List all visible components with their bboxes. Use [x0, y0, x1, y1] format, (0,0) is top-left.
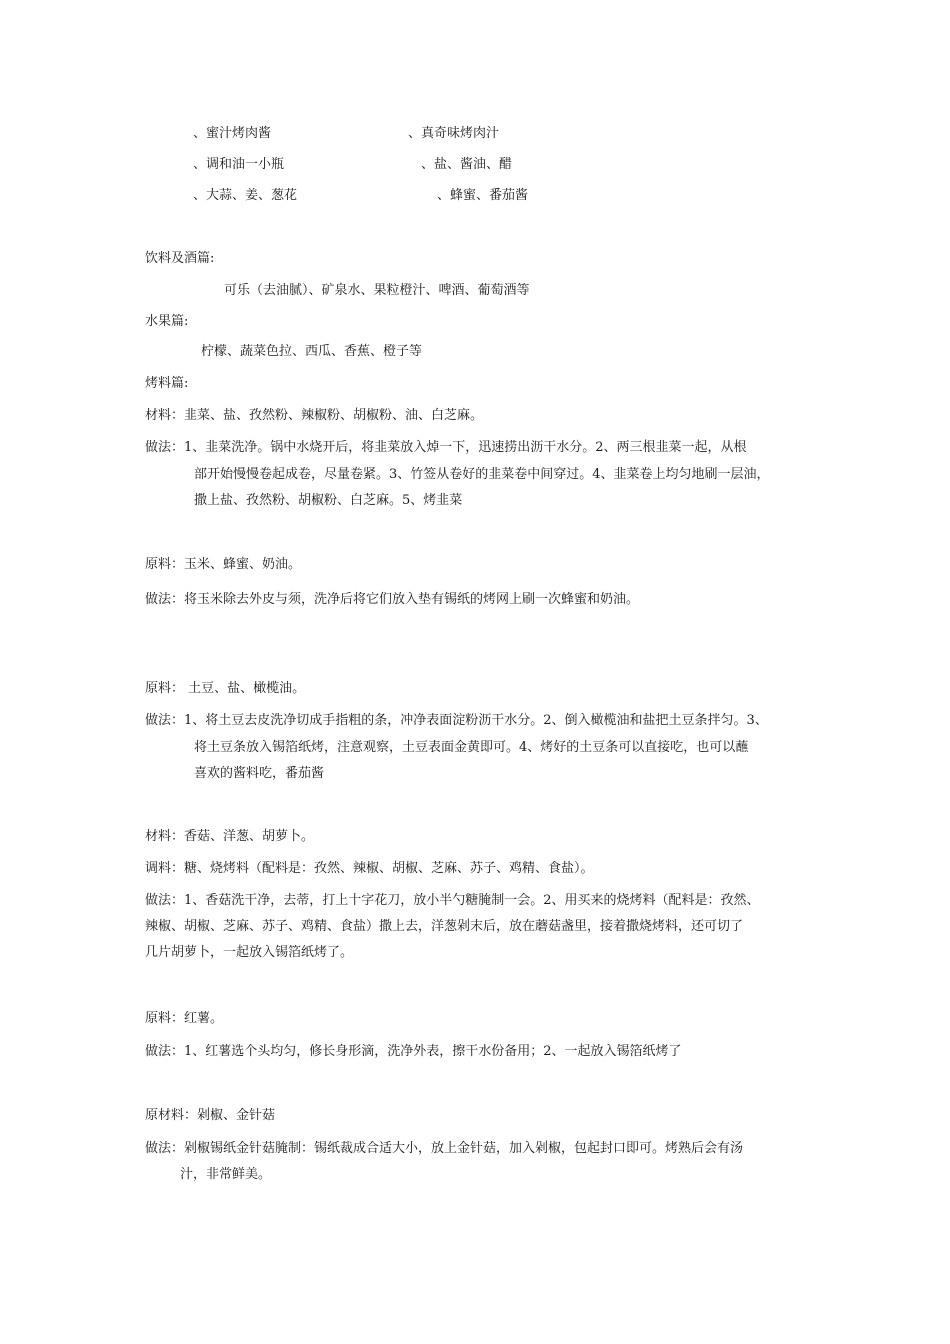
drinks-items: 可乐（去油腻）、矿泉水、果粒橙汁、啤酒、葡萄酒等 [224, 283, 530, 298]
chives-method-line: 做法：1、韭菜洗净。锅中水烧开后，将韭菜放入焯一下，迅速捞出沥干水分。2、两三根韭菜一起，从根 [145, 440, 747, 455]
enoki-method-line: 汁，非常鲜美。 [180, 1167, 272, 1182]
fruits-heading: 水果篇: [145, 314, 189, 329]
mushroom-method-line: 做法：1、香菇洗干净，去蒂，打上十字花刀，放小半勺糖腌制一会。2、用买来的烧烤料（配料是：孜然、 [145, 893, 760, 908]
enoki-method-line: 做法：剁椒锡纸金针菇腌制：锡纸裁成合适大小，放上金针菇，加入剁椒，包起封口即可。烤熟后会有汤 [145, 1141, 744, 1156]
supply-item: 、蜜汁烤肉酱 [193, 126, 272, 141]
drinks-heading: 饮料及酒篇: [145, 251, 215, 266]
chives-materials: 材料：韭菜、盐、孜然粉、辣椒粉、胡椒粉、油、白芝麻。 [145, 408, 484, 423]
chives-method-line: 撒上盐、孜然粉、胡椒粉、白芝麻。5、烤韭菜 [194, 493, 463, 508]
mushroom-materials: 材料：香菇、洋葱、胡萝卜。 [145, 829, 315, 844]
enoki-materials: 原材料：剁椒、金针菇 [145, 1108, 276, 1123]
chives-method-line: 部开始慢慢卷起成卷，尽量卷紧。3、竹签从卷好的韭菜卷中间穿过。4、韭菜卷上均匀地刷一层油， [194, 467, 770, 482]
supply-item: 、盐、酱油、醋 [421, 157, 513, 172]
supply-item: 、调和油一小瓶 [193, 157, 285, 172]
sweet-potato-method: 做法：1、红薯选个头均匀，修长身形滴，洗净外表，擦干水份备用；2、一起放入锡箔纸烤了 [145, 1044, 682, 1059]
corn-method: 做法：将玉米除去外皮与须，洗净后将它们放入垫有锡纸的烤网上刷一次蜂蜜和奶油。 [145, 592, 640, 607]
mushroom-method-line: 几片胡萝卜，一起放入锡箔纸烤了。 [145, 945, 354, 960]
supply-item: 、真奇味烤肉汁 [408, 126, 500, 141]
fruits-items: 柠檬、蔬菜色拉、西瓜、香蕉、橙子等 [201, 344, 423, 359]
potato-method-line: 喜欢的酱料吃，番茄酱 [194, 766, 325, 781]
potato-materials: 原料： 土豆、盐、橄榄油。 [145, 681, 306, 696]
potato-method-line: 将土豆条放入锡箔纸烤，注意观察，土豆表面金黄即可。4、烤好的土豆条可以直接吃，也可以蘸 [194, 740, 749, 755]
mushroom-seasoning: 调料：糖、烧烤料（配料是：孜然、辣椒、胡椒、芝麻、苏子、鸡精、食盐）。 [145, 861, 594, 876]
corn-materials: 原料：玉米、蜂蜜、奶油。 [145, 557, 302, 572]
supply-item: 、大蒜、姜、葱花 [193, 188, 298, 203]
mushroom-method-line: 辣椒、胡椒、芝麻、苏子、鸡精、食盐）撒上去，洋葱剁末后，放在蘑菇盏里，接着撒烧烤料，还可切了 [145, 919, 744, 934]
sweet-potato-materials: 原料：红薯。 [145, 1011, 224, 1026]
supply-item: 、蜂蜜、番茄酱 [437, 188, 529, 203]
bbq-heading: 烤料篇: [145, 376, 189, 391]
potato-method-line: 做法：1、将土豆去皮洗净切成手指粗的条，冲净表面淀粉沥干水分。2、倒入橄榄油和盐把土豆条拌匀。3、 [145, 713, 768, 728]
